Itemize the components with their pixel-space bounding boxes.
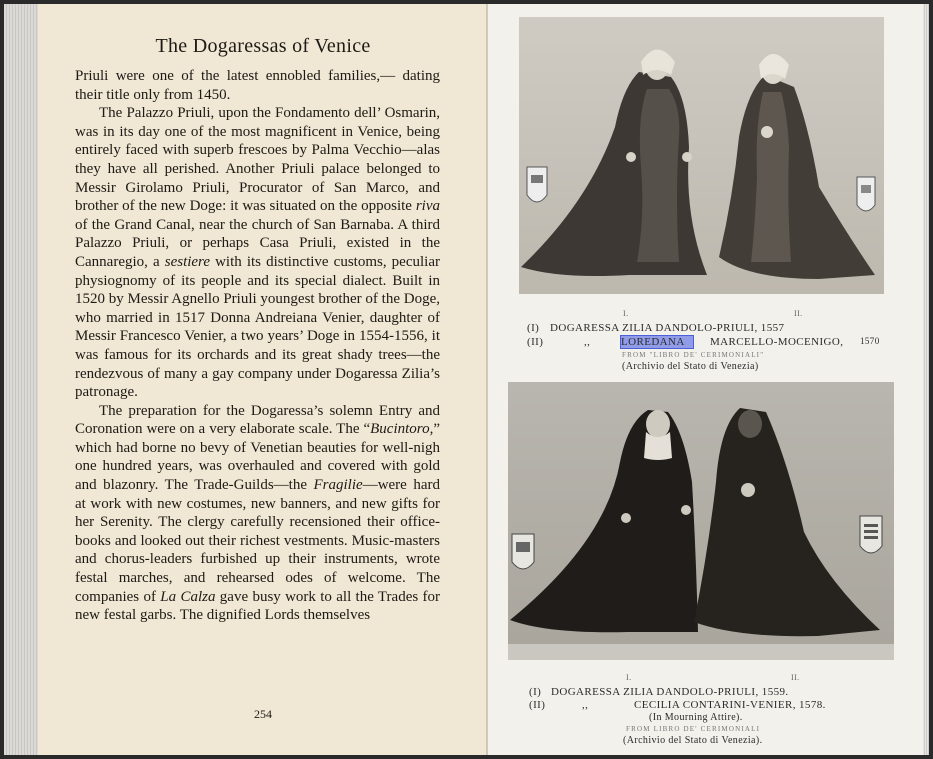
- plate2-ditto-mark: ,,: [582, 699, 589, 711]
- plate1-caption-label-1: (I): [527, 322, 540, 334]
- page-edges-right: [923, 4, 929, 755]
- plate1-ditto-mark: ,,: [584, 336, 591, 348]
- text-run: gave busy work to all the Trades for new festal garbs. The dignified Lords themselves: [75, 588, 441, 624]
- plate1-caption-line-1: DOGARESSA ZILIA DANDOLO-PRIULI, 1557: [550, 322, 785, 334]
- plate1-caption-year-2: 1570: [860, 336, 880, 346]
- plate1-figure-number-1: I.: [623, 309, 629, 318]
- plate1-figure-number-2: II.: [794, 309, 803, 318]
- paragraph: [75, 402, 440, 625]
- plate2-figure-number-1: I.: [626, 673, 632, 682]
- plate1-caption-label-2: (II): [527, 336, 544, 348]
- plate2-caption-line-1: DOGARESSA ZILIA DANDOLO-PRIULI, 1559.: [551, 686, 789, 698]
- italic-text: Fragilie: [313, 477, 363, 494]
- right-page: [488, 4, 923, 755]
- coat-of-arms-right: [857, 177, 875, 211]
- plate2-caption-label-2: (II): [529, 699, 546, 711]
- text-run: The Palazzo Priuli, upon the Fondamento dell’ Osmarin, was in its day one of the most magnificent in Venice, being entirely faced with superb frescoes by Palma Vecchio—alas they have all perished. Another Priuli palace belonged to Messir Girolamo Priuli, Procurator of San Marco, and brother of the new Doge: it was situated on the opposite: [75, 105, 440, 215]
- italic-text: Bucintoro: [370, 421, 430, 438]
- plate-top-image: [519, 17, 884, 294]
- plate2-figure-number-2: II.: [791, 673, 800, 682]
- paragraph: [75, 104, 440, 402]
- text-run: of the Grand Canal, near the church of San Barnaba. A third Palazzo Priuli, or perhaps Casa Priuli, existed in the Cannaregio, a: [75, 216, 440, 270]
- paragraph: [75, 67, 440, 104]
- book-spread: [4, 4, 929, 755]
- coat-of-arms-left: [527, 167, 547, 202]
- text-run: —were hard at work with new costumes, new banners, and new gifts for her Serenity. The clergy carefully recensioned their office-books and looked out their richest vestments. Music-masters and chorus-leaders furbished up their instruments, wrote festal marches, and rehearsed odes of welcome. The companies of: [75, 477, 440, 605]
- text-run: with its distinctive customs, peculiar physiognomy of its people and its special dialect. Built in 1520 by Messir Agnello Priuli youngest brother of the Doge, who married in 1517 Donna Andreiana Venier, daughter of Messir Francesco Venier, a two years’ Doge in 1554-1556, it was famous for its orchards and its great shady trees—the rendezvous of many a gay company under Dogaressa Zilia’s patronage.: [75, 253, 440, 401]
- text-run: ,” which had borne no bevy of Venetian beauties for well-nigh one hundred years, was overhauled and covered with gold and blazonry. The Trade-Guilds—the: [75, 421, 440, 494]
- running-title: The Dogaressas of Venice: [155, 35, 371, 57]
- plate2-source: FROM LIBRO DE' CERIMONIALI: [626, 725, 761, 733]
- highlighted-word[interactable]: LOREDANA: [621, 336, 693, 348]
- plate-bottom-image: [508, 382, 894, 660]
- plate1-source: FROM "LIBRO DE' CERIMONIALI": [622, 351, 765, 359]
- page-edges-left: [4, 4, 38, 755]
- coat-of-arms-left-2: [512, 534, 534, 569]
- italic-text: sestiere: [164, 253, 210, 270]
- plate1-caption-line-2: MARCELLO-MOCENIGO,: [710, 336, 844, 348]
- italic-text: riva: [415, 198, 440, 215]
- text-run: The preparation for the Dogaressa’s solemn Entry and Coronation were on a very elaborate scale. The “: [75, 402, 440, 438]
- plate1-archive: (Archivio del Stato di Venezia): [622, 361, 759, 372]
- plate2-caption-label-1: (I): [529, 686, 542, 698]
- body-text: [75, 67, 440, 625]
- plate2-archive: (Archivio del Stato di Venezia).: [623, 735, 763, 746]
- plate2-note: (In Mourning Attire).: [649, 712, 743, 723]
- page-number: 254: [254, 707, 272, 721]
- coat-of-arms-right-2: [860, 516, 882, 553]
- italic-text: La Calza: [160, 588, 216, 605]
- text-run: Priuli were one of the latest ennobled families,— dating their title only from 1450.: [75, 68, 440, 103]
- left-page: [38, 4, 488, 755]
- plate2-caption-line-2: CECILIA CONTARINI-VENIER, 1578.: [634, 699, 826, 711]
